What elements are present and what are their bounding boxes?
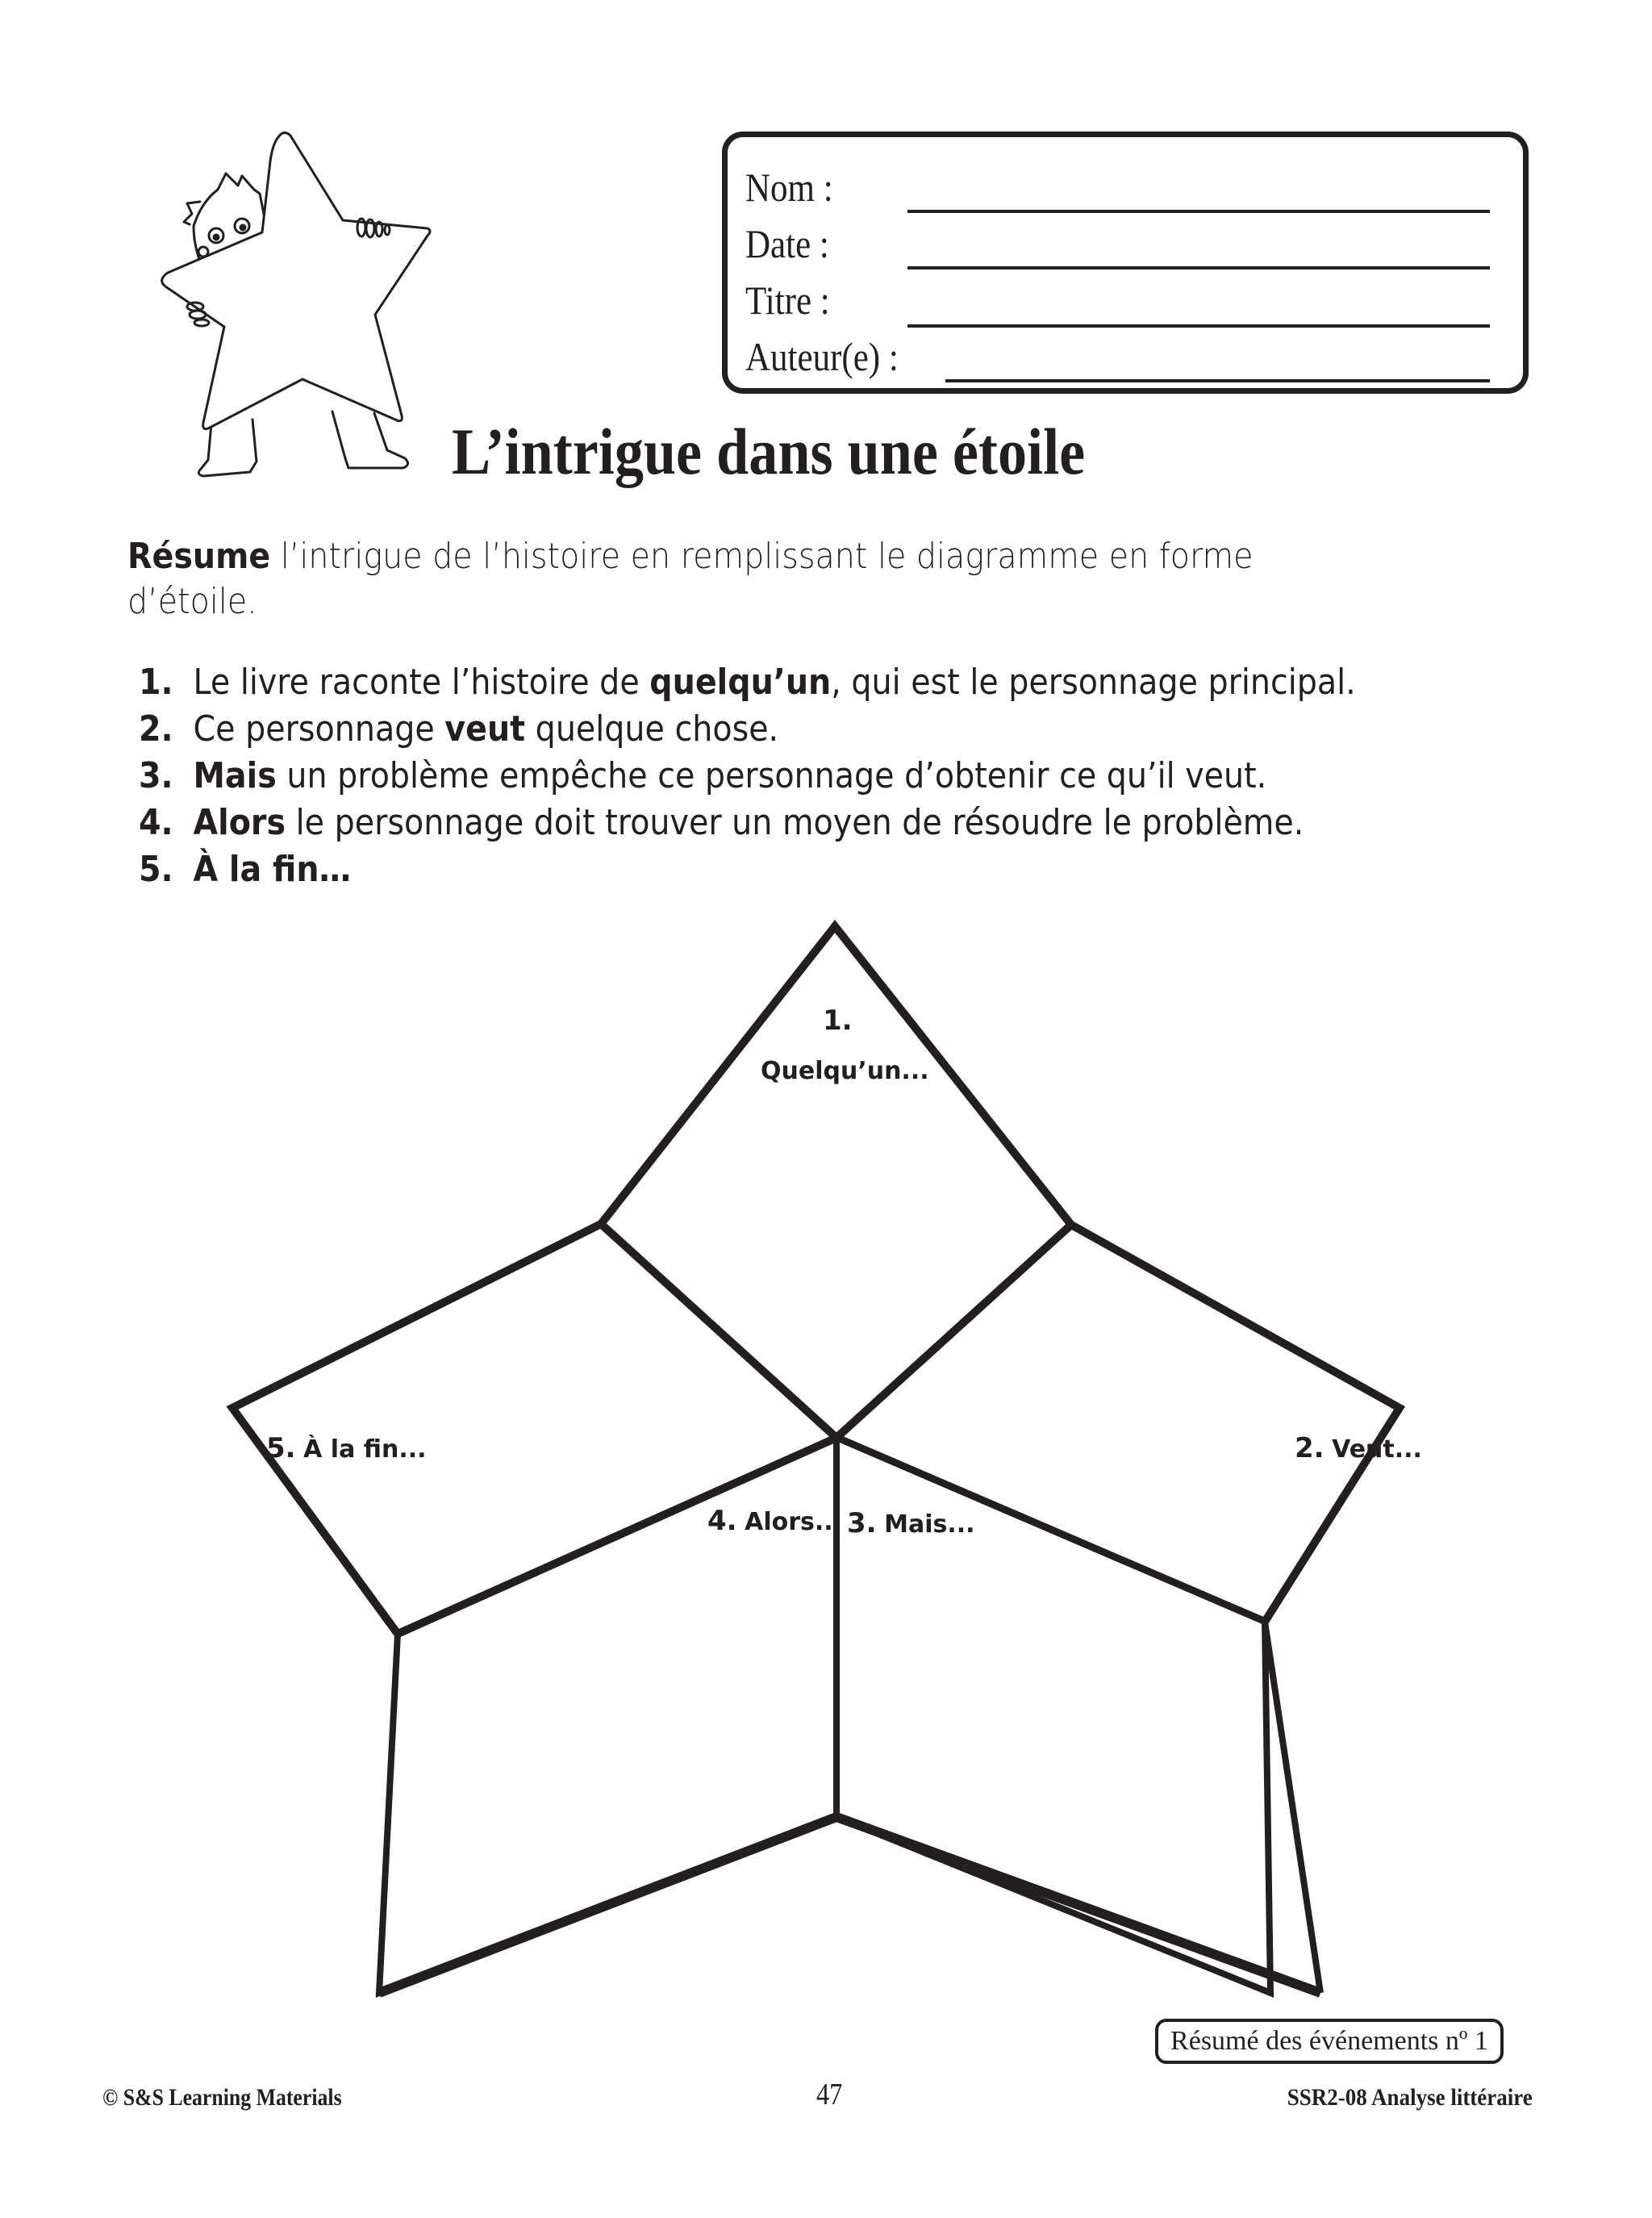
- worksheet-tag: Résumé des événements nº 1: [1155, 2019, 1504, 2064]
- page-title: L’intrigue dans une étoile: [452, 415, 1086, 488]
- author-field[interactable]: [945, 379, 1490, 382]
- instructions-intro: [127, 534, 1362, 624]
- info-row-title: [745, 274, 1387, 326]
- copyright: © S&S Learning Materials: [102, 2084, 342, 2111]
- step-text: un problème empêche ce personnage d’obtenir ce qu’il veut.: [276, 755, 1267, 796]
- section-number: 2.: [1295, 1432, 1325, 1464]
- title-label: Titre :: [745, 278, 830, 323]
- step-item-3: [139, 754, 1446, 800]
- step-keyword: quelqu’un: [649, 662, 832, 703]
- section-number: 5.: [266, 1432, 296, 1464]
- step-item-5: [139, 847, 1446, 894]
- name-label: Nom :: [745, 165, 833, 210]
- star-label-2: [1295, 1432, 1422, 1464]
- star-label-1: [761, 1057, 929, 1085]
- star-label-3: [847, 1507, 975, 1539]
- mascot-star-illustration: [145, 113, 468, 484]
- date-label: Date :: [745, 221, 829, 266]
- step-keyword: Mais: [193, 755, 277, 796]
- step-text: Ce personnage: [193, 708, 445, 750]
- info-row-author: [745, 331, 1387, 382]
- step-item-2: [139, 707, 1446, 754]
- title-field[interactable]: [907, 324, 1490, 328]
- intro-text: l’intrigue de l’histoire en remplissant le diagramme en forme d’étoile.: [127, 536, 1254, 622]
- step-text: , qui est le personnage principal.: [831, 662, 1356, 703]
- section-number: 4.: [707, 1505, 737, 1537]
- step-keyword: À la fin…: [193, 849, 352, 890]
- step-number: 4.: [139, 802, 173, 843]
- step-number: 3.: [139, 755, 173, 796]
- step-number: 2.: [139, 708, 173, 750]
- section-label: Alors...: [745, 1508, 843, 1536]
- info-row-name: [745, 161, 1387, 213]
- section-number: 3.: [847, 1507, 877, 1539]
- step-keyword: veut: [444, 708, 526, 750]
- date-field[interactable]: [907, 266, 1490, 269]
- section-label: Mais...: [884, 1510, 975, 1539]
- step-keyword: Alors: [193, 802, 286, 843]
- step-item-1: [139, 660, 1446, 707]
- steps-list: [139, 660, 1446, 894]
- step-text: Le livre raconte l’histoire de: [193, 662, 650, 703]
- section-label: Quelqu’un...: [761, 1057, 929, 1085]
- step-number: 1.: [139, 662, 173, 703]
- star-label-4: [707, 1505, 842, 1537]
- student-info-box: [722, 132, 1529, 394]
- name-field[interactable]: [907, 210, 1490, 213]
- section-label: Veut...: [1332, 1435, 1422, 1464]
- page-number: 47: [816, 2078, 843, 2111]
- intro-bold-word: Résume: [127, 536, 271, 577]
- series-code: SSR2-08 Analyse littéraire: [1287, 2084, 1533, 2111]
- info-row-date: [745, 218, 1387, 269]
- star-label-1-number: [823, 1005, 853, 1037]
- section-label: À la fin...: [303, 1435, 427, 1464]
- section-number: 1.: [823, 1005, 853, 1037]
- author-label: Auteur(e) :: [745, 334, 899, 379]
- step-number: 5.: [139, 849, 173, 890]
- step-text: quelque chose.: [525, 708, 779, 750]
- star-label-5: [266, 1432, 427, 1464]
- step-text: le personnage doit trouver un moyen de résoudre le problème.: [286, 802, 1304, 843]
- step-item-4: [139, 800, 1446, 847]
